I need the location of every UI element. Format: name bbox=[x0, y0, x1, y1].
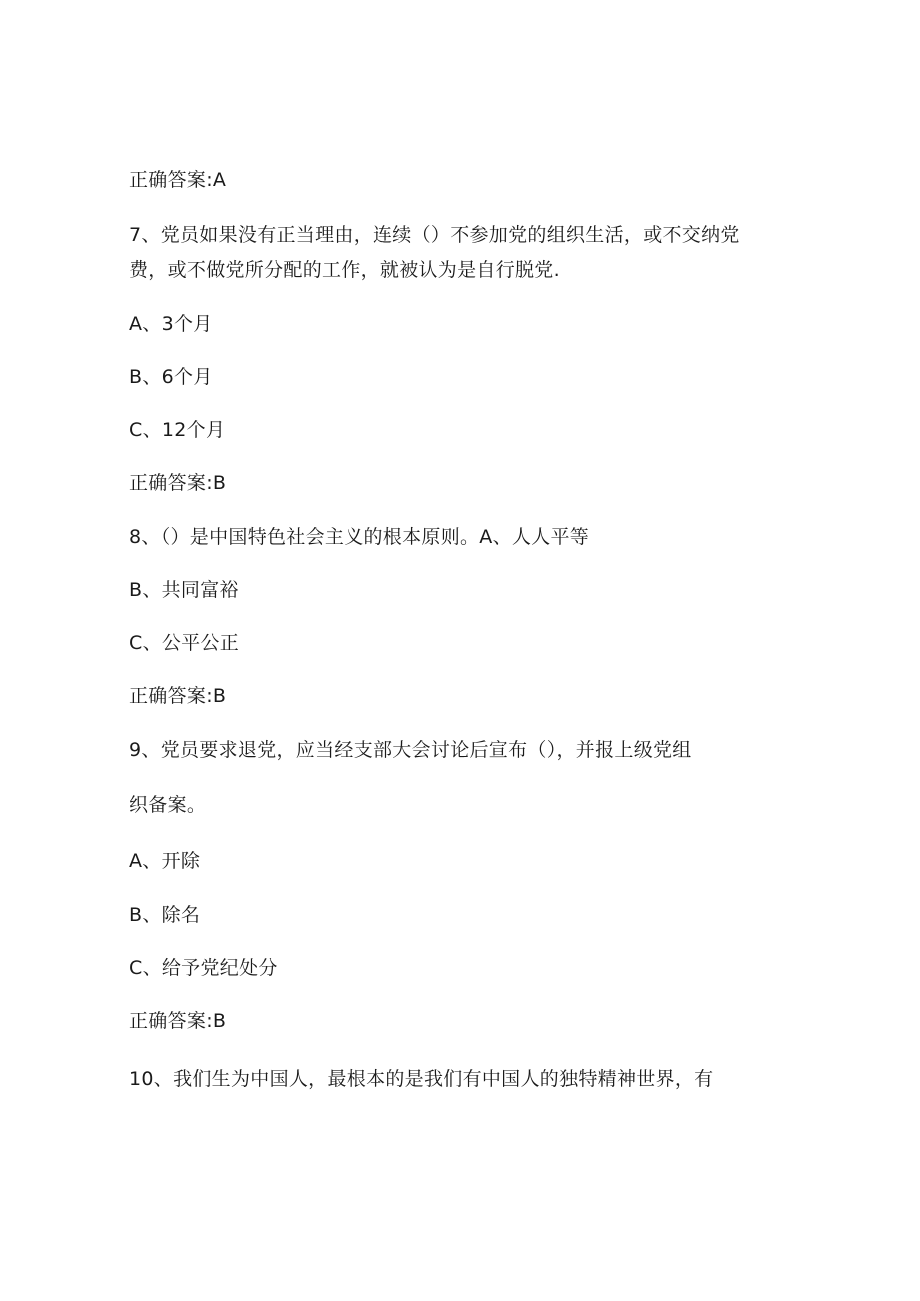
option-b: B、共同富裕 bbox=[129, 579, 239, 601]
question-9-text: 9、党员要求退党，应当经支部大会讨论后宣布（），并报上级党组 bbox=[129, 739, 692, 761]
option-a: A、3个月 bbox=[129, 313, 213, 335]
option-c: C、12个月 bbox=[129, 419, 226, 441]
option-b: B、6个月 bbox=[129, 366, 213, 388]
question-7-text-cont: 费，或不做党所分配的工作，就被认为是自行脱党. bbox=[129, 259, 560, 281]
option-a: A、开除 bbox=[129, 850, 201, 872]
answer-line: 正确答案:A bbox=[129, 169, 227, 191]
question-9-text-cont: 织备案。 bbox=[129, 794, 207, 816]
question-10-text: 10、我们生为中国人，最根本的是我们有中国人的独特精神世界，有 bbox=[129, 1068, 714, 1090]
answer-line: 正确答案:B bbox=[129, 1010, 227, 1032]
option-b: B、除名 bbox=[129, 904, 201, 926]
option-c: C、公平公正 bbox=[129, 632, 240, 654]
question-7-text: 7、党员如果没有正当理由，连续（）不参加党的组织生活，或不交纳党 bbox=[129, 224, 740, 246]
question-8-text: 8、（）是中国特色社会主义的根本原则。A、人人平等 bbox=[129, 526, 590, 548]
option-c: C、给予党纪处分 bbox=[129, 957, 278, 979]
answer-line: 正确答案:B bbox=[129, 472, 227, 494]
answer-line: 正确答案:B bbox=[129, 685, 227, 707]
